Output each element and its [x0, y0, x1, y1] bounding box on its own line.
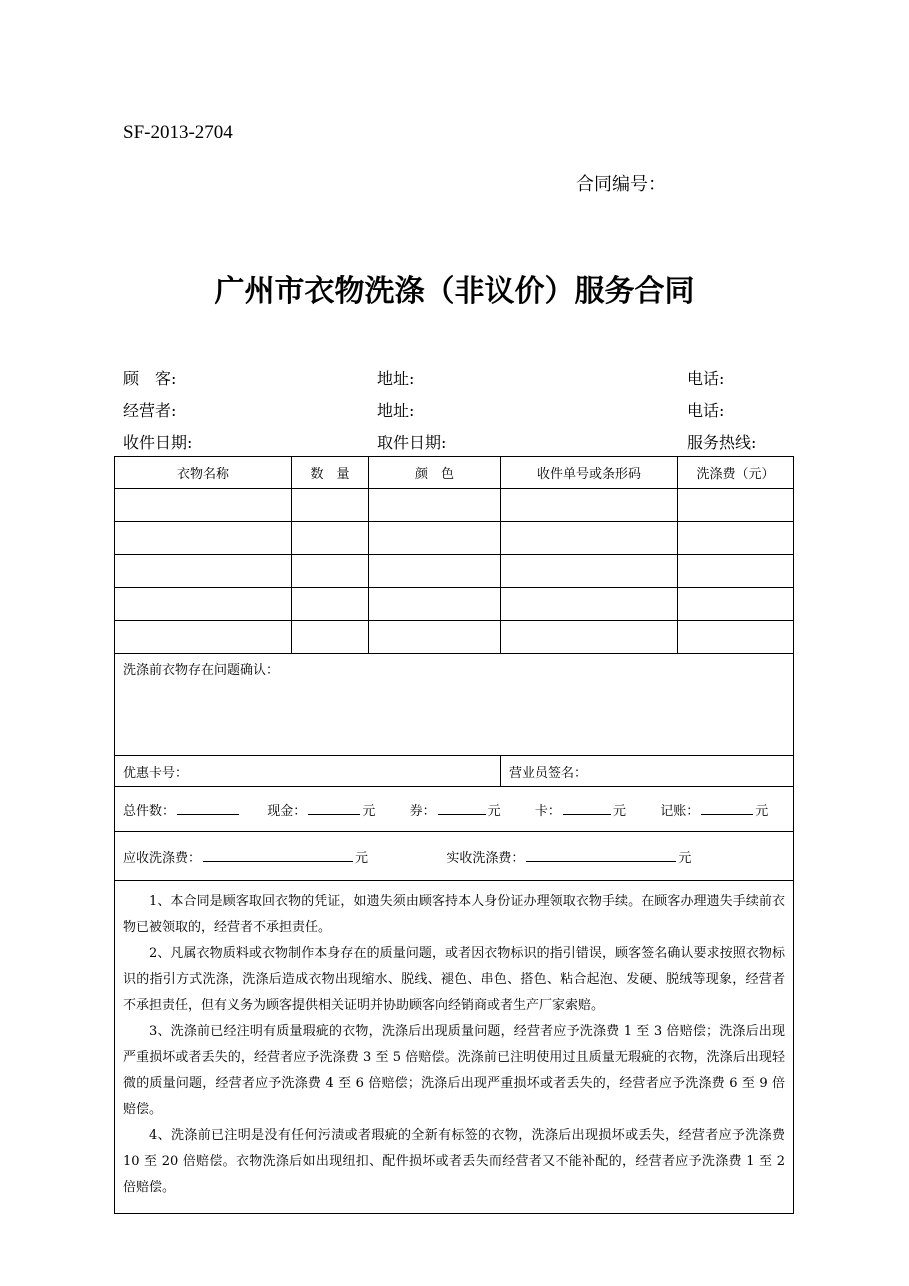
discount-card-label[interactable]: 优惠卡号：	[115, 756, 501, 787]
charges-row	[115, 832, 794, 881]
customer-label: 顾 客:	[123, 369, 177, 388]
operator-phone-label: 电话:	[687, 401, 725, 420]
pickup-date-label: 取件日期:	[377, 433, 447, 452]
document-code: SF-2013-2704	[123, 122, 233, 143]
header-quantity: 数 量	[292, 457, 369, 489]
cell-color[interactable]	[369, 489, 501, 522]
charges-cell	[115, 832, 794, 881]
table-row	[115, 621, 794, 654]
cell-quantity[interactable]	[292, 621, 369, 654]
cell-quantity[interactable]	[292, 588, 369, 621]
actual-fee-unit: 元	[678, 850, 692, 866]
term-clause-1: 1、本合同是顾客取回衣物的凭证，如遗失须由顾客持本人身份证办理领取衣物手续。在顾客办理遗失手续前衣物已被领取的，经营者不承担责任。	[123, 894, 785, 935]
header-receipt-barcode: 收件单号或条形码	[501, 457, 678, 489]
card-unit: 元	[612, 803, 626, 819]
coupon-label: 券：	[409, 803, 436, 819]
table-row	[115, 555, 794, 588]
terms-cell	[115, 881, 794, 1214]
cell-item-name[interactable]	[115, 588, 292, 621]
card-blank[interactable]	[563, 801, 611, 815]
term-clause-4: 4、洗涤前已注明是没有任何污渍或者瑕疵的全新有标签的衣物，洗涤后出现损坏或丢失，经营者应予洗涤费 10 至 20 倍赔偿。衣物洗涤后如出现纽扣、配件损坏或者丢失而经营者又不能补配的，经营者应予洗涤费 1 至 2 倍赔偿。	[123, 1128, 785, 1195]
header-color: 颜 色	[369, 457, 501, 489]
term-clause-3: 3、洗涤前已经注明有质量瑕疵的衣物，洗涤后出现质量问题，经营者应予洗涤费 1 至 3 倍赔偿；洗涤后出现严重损坏或者丢失的，经营者应予洗涤费 3 至 5 倍赔偿。洗涤前已注明使用过且质量无瑕疵的衣物，洗涤后出现轻微的质量问题，经营者应予洗涤费 4 至 6 倍赔偿；洗涤后出现严重损坏或者丢失的，经营者应予洗涤费 6 至 9 倍赔偿。	[123, 1024, 785, 1117]
cell-barcode[interactable]	[501, 555, 678, 588]
cell-color[interactable]	[369, 588, 501, 621]
cell-item-name[interactable]	[115, 522, 292, 555]
customer-phone-label: 电话:	[687, 369, 725, 388]
header-fee: 洗涤费（元）	[678, 457, 794, 489]
totals-cell	[115, 787, 794, 832]
receive-date-label: 收件日期:	[123, 433, 193, 452]
cell-barcode[interactable]	[501, 489, 678, 522]
table-row	[115, 522, 794, 555]
cell-color[interactable]	[369, 555, 501, 588]
cell-quantity[interactable]	[292, 555, 369, 588]
cell-fee[interactable]	[678, 522, 794, 555]
document-title: 广州市衣物洗涤（非议价）服务合同	[214, 274, 695, 309]
cell-barcode[interactable]	[501, 522, 678, 555]
receivable-fee-unit: 元	[355, 850, 369, 866]
actual-fee-label: 实收洗涤费：	[446, 850, 525, 866]
cell-item-name[interactable]	[115, 621, 292, 654]
cell-barcode[interactable]	[501, 588, 678, 621]
cell-color[interactable]	[369, 522, 501, 555]
laundry-form-table	[114, 456, 794, 1214]
account-blank[interactable]	[701, 801, 753, 815]
card-signature-row	[115, 756, 794, 787]
cell-fee[interactable]	[678, 489, 794, 522]
salesperson-signature-label[interactable]: 营业员签名：	[501, 756, 794, 787]
coupon-blank[interactable]	[438, 801, 486, 815]
receivable-fee-label: 应收洗涤费：	[123, 850, 202, 866]
receivable-fee-blank[interactable]	[203, 848, 353, 862]
actual-fee-blank[interactable]	[526, 848, 676, 862]
card-label: 卡：	[534, 803, 561, 819]
customer-address-label: 地址:	[377, 369, 415, 388]
total-count-blank[interactable]	[177, 801, 239, 815]
coupon-unit: 元	[487, 803, 501, 819]
header-item-name: 衣物名称	[115, 457, 292, 489]
term-clause-2: 2、凡属衣物质料或衣物制作本身存在的质量问题，或者因衣物标识的指引错误，顾客签名确认要求按照衣物标识的指引方式洗涤，洗涤后造成衣物出现缩水、脱线、褪色、串色、搭色、粘合起泡、发硬、脱绒等现象，经营者不承担责任，但有义务为顾客提供相关证明并协助顾客向经销商或者生产厂家索赔。	[123, 946, 785, 1013]
cell-fee[interactable]	[678, 588, 794, 621]
operator-label: 经营者:	[123, 401, 177, 420]
cell-fee[interactable]	[678, 555, 794, 588]
issue-confirmation-row	[115, 654, 794, 756]
cell-item-name[interactable]	[115, 489, 292, 522]
service-hotline-label: 服务热线:	[687, 433, 757, 452]
table-row	[115, 588, 794, 621]
issue-confirmation-label[interactable]: 洗涤前衣物存在问题确认：	[115, 654, 794, 756]
cash-unit: 元	[362, 803, 376, 819]
operator-address-label: 地址:	[377, 401, 415, 420]
cell-fee[interactable]	[678, 621, 794, 654]
totals-row	[115, 787, 794, 832]
cell-barcode[interactable]	[501, 621, 678, 654]
account-unit: 元	[755, 803, 769, 819]
cell-item-name[interactable]	[115, 555, 292, 588]
table-row	[115, 489, 794, 522]
cell-quantity[interactable]	[292, 489, 369, 522]
total-count-label: 总件数：	[123, 803, 176, 819]
cell-color[interactable]	[369, 621, 501, 654]
account-label: 记账：	[660, 803, 700, 819]
contract-number-label: 合同编号：	[576, 174, 666, 195]
cash-label: 现金：	[267, 803, 307, 819]
table-header-row	[115, 457, 794, 489]
terms-row	[115, 881, 794, 1214]
cash-blank[interactable]	[308, 801, 360, 815]
cell-quantity[interactable]	[292, 522, 369, 555]
